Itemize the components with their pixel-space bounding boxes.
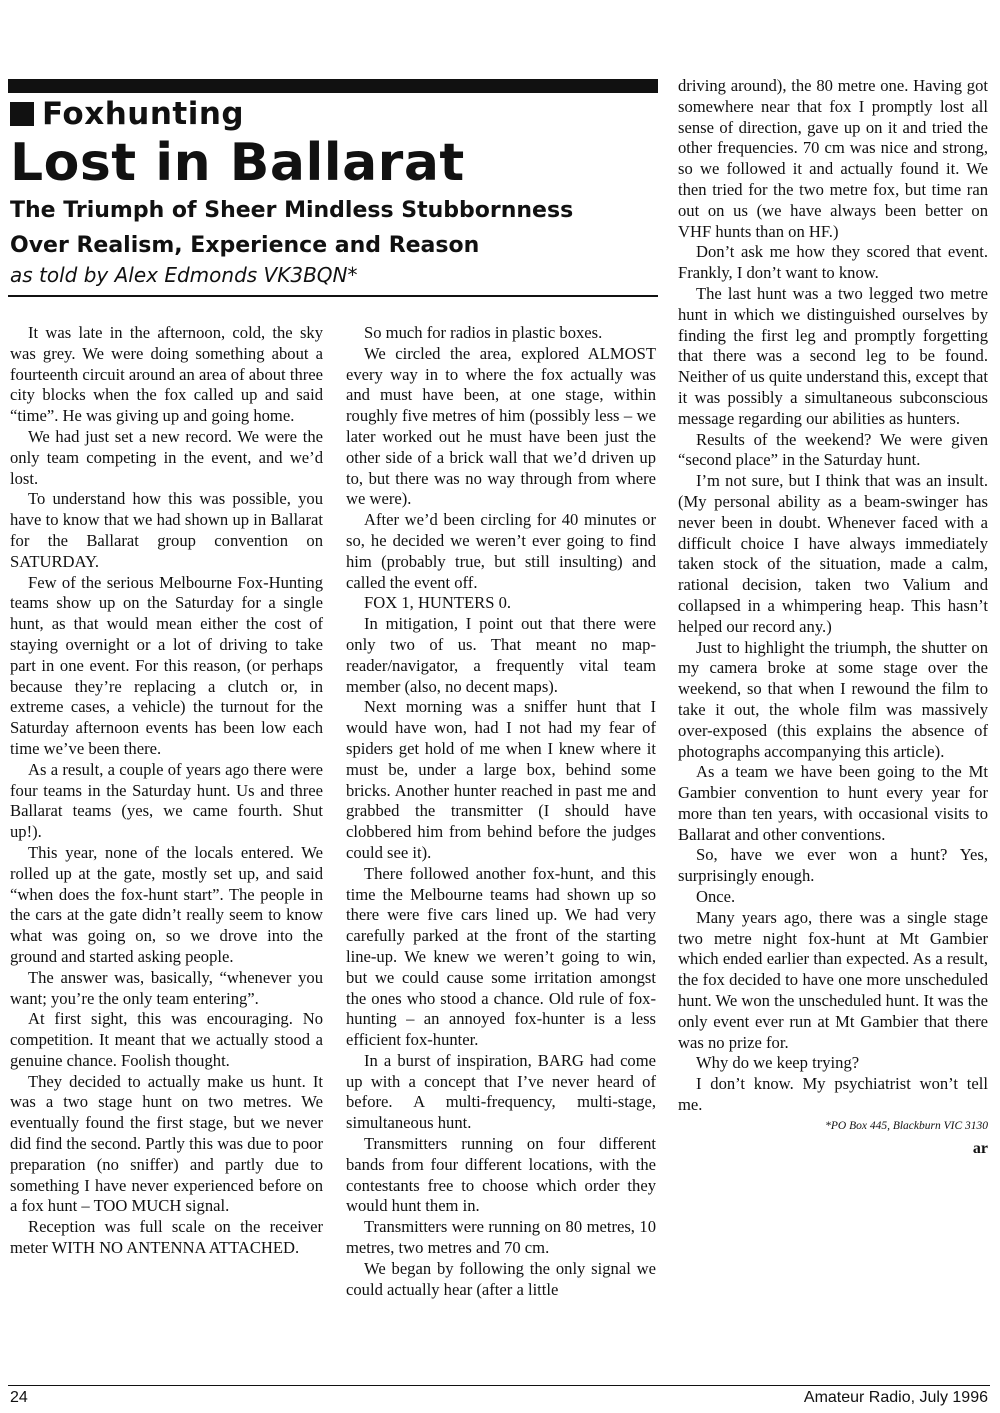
footer-rule: [8, 1385, 990, 1386]
paragraph: Transmitters running on four different bands from four different locations, with the contestants free to choose which order they would hunt them in.: [346, 1134, 656, 1216]
article-subtitle-line-2: Over Realism, Experience and Reason: [10, 233, 480, 258]
paragraph: Reception was full scale on the receiver meter WITH NO ANTENNA ATTACHED.: [10, 1217, 323, 1258]
paragraph: I don’t know. My psychiatrist won’t tell me.: [678, 1074, 988, 1115]
paragraph: This year, none of the locals entered. We rolled up at the gate, mostly set up, and said “when does the fox-hunt start”. The people in the cars at the gate didn’t really seem to know what was going on, so we drove into the ground and started asking people.: [10, 842, 323, 966]
paragraph: As a team we have been going to the Mt Gambier convention to hunt every year for more than ten years, with occasional visits to Ballarat and other conventions.: [678, 762, 988, 844]
square-bullet-icon: [10, 102, 34, 126]
article-title: Lost in Ballarat: [10, 133, 465, 193]
paragraph: The answer was, basically, “whenever you want; you’re the only team entering”.: [10, 967, 323, 1008]
header-bottom-rule: [8, 295, 658, 297]
text-column-3: [678, 76, 988, 1159]
paragraph: To understand how this was possible, you have to know that we had shown up in Ballarat for the Ballarat group convention on SATURDAY.: [10, 489, 323, 571]
section-label: Foxhunting: [42, 96, 245, 132]
header-top-rule: [8, 79, 658, 93]
paragraph: They decided to actually make us hunt. It was a two stage hunt on two metres. We eventually found the first stage, but we never did find the second. Partly this was due to poor preparation (no sniffer) and partly due to something I have never experienced before on a fox hunt – TOO MUCH signal.: [10, 1071, 323, 1216]
paragraph: Results of the weekend? We were given “second place” in the Saturday hunt.: [678, 429, 988, 470]
paragraph: There followed another fox-hunt, and this time the Melbourne teams had shown up so there were five cars lined up. We had very carefully parked at the front of the starting line-up. We knew we weren’t going to win, but we could cause some irritation amongst the ones who stood a chance. Old rule of fox-hunting – an annoyed fox-hunter is a less efficient fox-hunter.: [346, 863, 656, 1050]
paragraph: Once.: [696, 887, 736, 907]
author-address: *PO Box 445, Blackburn VIC 3130: [825, 1119, 988, 1132]
article-subtitle-line-1: The Triumph of Sheer Mindless Stubbornness: [10, 198, 574, 223]
paragraph: We began by following the only signal we could actually hear (after a little: [346, 1258, 656, 1299]
page-number: 24: [10, 1389, 28, 1406]
paragraph-continued: driving around), the 80 metre one. Having got somewhere near that fox I promptly lost all sense of direction, gave up on it and tried the other frequencies. 70 cm was nice and strong, so we followed it and actually found it. We then tried for the two metre fox, but time ran out on us (we have always been better on VHF hunts than on HF.): [678, 76, 988, 241]
publication-info: Amateur Radio, July 1996: [803, 1389, 988, 1406]
paragraph: In mitigation, I point out that there were only two of us. That meant no map-reader/navigator, a frequently vital team member (also, no decent maps).: [346, 614, 656, 696]
paragraph: Just to highlight the triumph, the shutter on my camera broke at some stage over the weekend, so that when I rewound the film to take it out, the whole film was massively over-exposed (this explains the absence of photographs accompanying this article).: [678, 637, 988, 761]
end-mark: ar: [972, 1139, 988, 1157]
paragraph: Don’t ask me how they scored that event. Frankly, I don’t want to know.: [678, 242, 988, 283]
paragraph: In a burst of inspiration, BARG had come up with a concept that I’ve never heard of before. A multi-frequency, multi-stage, simultaneous hunt.: [346, 1050, 656, 1133]
paragraph: The last hunt was a two legged two metre hunt in which we distinguished ourselves by finding the first leg and promptly forgetting that there was a second leg to be found. Neither of us quite understand this, except that it was possibly a simultaneous subconscious message regarding our abilities as hunters.: [678, 283, 988, 428]
paragraph: So, have we ever won a hunt? Yes, surprisingly enough.: [678, 845, 988, 886]
text-column-2: [346, 323, 656, 1300]
article-header: [10, 94, 660, 288]
paragraph: We had just set a new record. We were the only team competing in the event, and we’d lost.: [10, 426, 323, 488]
paragraph: After we’d been circling for 40 minutes or so, he decided we weren’t ever going to find him (probably true, but still insulting) and called the event off.: [346, 510, 656, 592]
byline: as told by Alex Edmonds VK3BQN*: [10, 263, 358, 287]
paragraph: It was late in the afternoon, cold, the sky was grey. We were doing something about a fourteenth circuit around an area of about three city blocks when the fox called up and said “time”. He was giving up and going home.: [10, 323, 323, 426]
text-column-1: [10, 323, 323, 1259]
paragraph: At first sight, this was encouraging. No competition. It meant that we actually stood a genuine chance. Foolish thought.: [10, 1009, 323, 1070]
paragraph: Next morning was a sniffer hunt that I would have won, had I not had my fear of spiders get hold of me when I knew where it must be, under a large box, behind some bricks. Another hunter reached in past me and grabbed the transmitter (I should have clobbered him from behind before the judges could see it).: [346, 697, 656, 862]
section-heading: [10, 94, 660, 134]
paragraph: So much for radios in plastic boxes.: [364, 323, 603, 342]
paragraph: As a result, a couple of years ago there were four teams in the Saturday hunt. Us and three Ballarat teams (yes, we came fourth. Shut up!).: [10, 759, 323, 842]
paragraph: Transmitters were running on 80 metres, 10 metres, two metres and 70 cm.: [346, 1217, 656, 1258]
paragraph: Why do we keep trying?: [696, 1053, 860, 1073]
paragraph: Many years ago, there was a single stage two metre night fox-hunt at Mt Gambier which ended earlier than expected. As a result, the fox decided to have one more unscheduled hunt. We won the unscheduled hunt. It was the only event ever run at Mt Gambier that there was no prize for.: [678, 907, 988, 1052]
paragraph: Few of the serious Melbourne Fox-Hunting teams show up on the Saturday for a single hunt, as that would mean either the cost of staying overnight or a lot of driving to take part in one event. For this reason, (or perhaps because they’re replacing a clutch or, in extreme cases, a vehicle) the turnout for the Saturday afternoon events has been low each time we’ve been there.: [10, 572, 323, 758]
paragraph: We circled the area, explored ALMOST every way in to where the fox actually was and must have been, at one stage, within roughly five metres of him (possibly less – we later worked out he must have been just the other side of a brick wall that we’d driven up to, but there was no way through from where we were).: [346, 343, 656, 509]
paragraph: I’m not sure, but I think that was an insult. (My personal ability as a beam-swinger has never been in doubt. Whenever faced with a difficult choice I have always immediately taken stock of the situation, made a calm, rational decision, taken two Valium and collapsed in a whimpering heap. This hasn’t helped our record any.): [678, 471, 988, 636]
paragraph: FOX 1, HUNTERS 0.: [364, 593, 512, 613]
